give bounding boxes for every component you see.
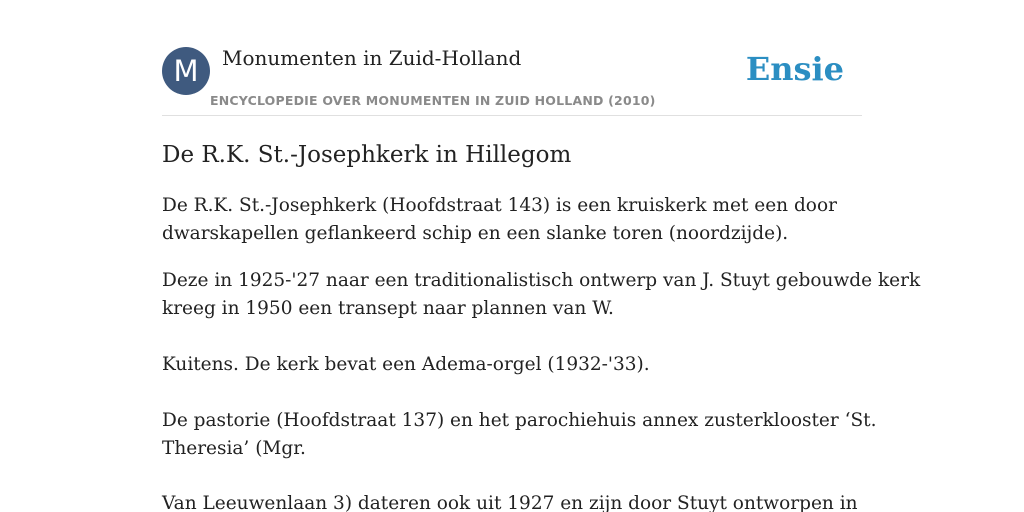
paragraph <box>162 407 877 463</box>
paragraph-line: Van Leeuwenlaan 3) dateren ook uit 1927 en zijn door Stuyt ontworpen in <box>162 493 858 512</box>
source-subtitle: ENCYCLOPEDIE OVER MONUMENTEN IN ZUID HOLLAND (2010) <box>210 93 656 108</box>
paragraph <box>162 192 862 248</box>
article-title: De R.K. St.-Josephkerk in Hillegom <box>162 142 572 168</box>
paragraph-line: kreeg in 1950 een transept naar plannen van W. <box>162 298 614 319</box>
brand-logo[interactable]: Ensie <box>745 50 844 88</box>
paragraph-line: dwarskapellen geflankeerd schip en een slanke toren (noordzijde). <box>162 223 789 244</box>
avatar[interactable]: M <box>162 47 210 95</box>
paragraph <box>162 351 862 379</box>
header-divider <box>162 115 862 116</box>
paragraph-line: Deze in 1925-'27 naar een traditionalistisch ontwerp van J. Stuyt gebouwde kerk <box>162 270 921 291</box>
paragraph-line: Theresia’ (Mgr. <box>162 438 306 459</box>
paragraph-line: De pastorie (Hoofdstraat 137) en het parochiehuis annex zusterklooster ‘St. <box>162 410 877 431</box>
paragraph <box>162 490 862 512</box>
source-title[interactable]: Monumenten in Zuid-Holland <box>222 46 522 70</box>
paragraph-line: Kuitens. De kerk bevat een Adema-orgel (1932-'33). <box>162 354 650 375</box>
paragraph-line: De R.K. St.-Josephkerk (Hoofdstraat 143) is een kruiskerk met een door <box>162 195 837 216</box>
paragraph <box>162 267 921 323</box>
